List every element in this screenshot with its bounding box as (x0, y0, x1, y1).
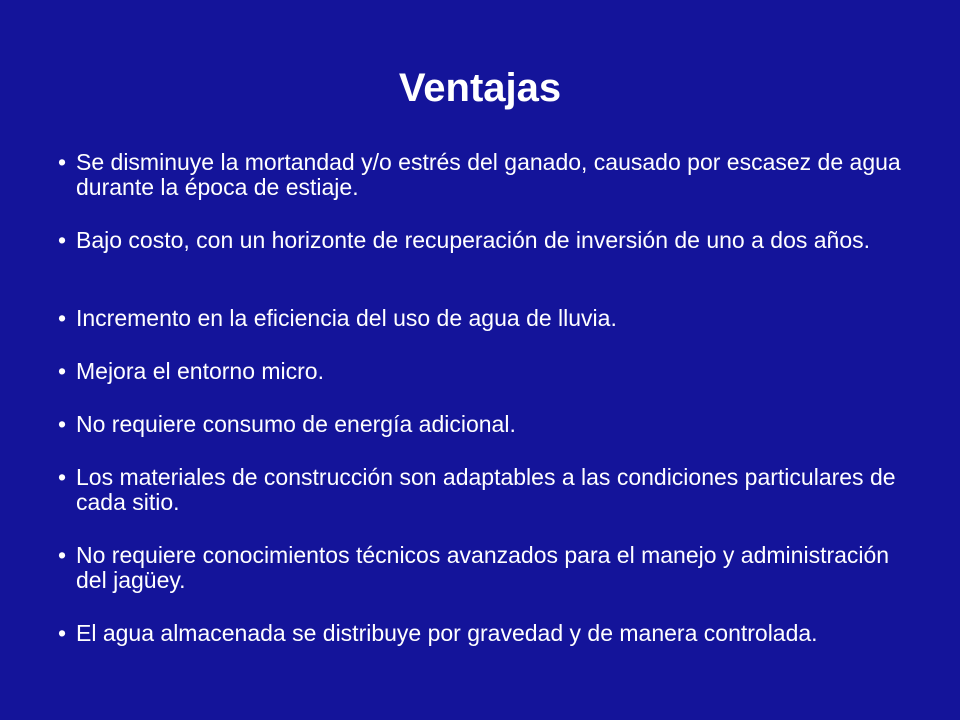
bullet-text: Los materiales de construcción son adaptables a las condiciones particulares de cada sitio. (76, 464, 896, 515)
slide-title: Ventajas (398, 66, 562, 110)
bullet-item (58, 621, 918, 672)
bullet-item (58, 359, 918, 385)
bullet-text: No requiere conocimientos técnicos avanzados para el manejo y administración del jagüey. (76, 542, 890, 593)
spacer (58, 385, 918, 412)
spacer (58, 516, 918, 543)
bullet-icon: • (58, 542, 67, 568)
spacer (58, 332, 918, 359)
bullet-list (58, 150, 918, 672)
bullet-icon: • (58, 305, 67, 331)
bullet-item (58, 412, 918, 438)
bullet-item (58, 543, 918, 594)
spacer (58, 201, 918, 228)
bullet-item (58, 306, 918, 332)
bullet-text: Se disminuye la mortandad y/o estrés del ganado, causado por escasez de agua durante la época de estiaje. (76, 149, 901, 200)
bullet-text: No requiere consumo de energía adicional. (76, 411, 516, 437)
bullet-text: Mejora el entorno micro. (76, 358, 324, 384)
bullet-icon: • (58, 149, 67, 175)
bullet-text: Bajo costo, con un horizonte de recuperación de inversión de uno a dos años. (76, 227, 871, 253)
bullet-text: Incremento en la eficiencia del uso de agua de lluvia. (76, 305, 617, 331)
spacer (58, 438, 918, 465)
bullet-text: El agua almacenada se distribuye por gravedad y de manera controlada. (76, 620, 818, 646)
bullet-icon: • (58, 464, 67, 490)
spacer (58, 279, 918, 306)
bullet-item (58, 465, 918, 516)
bullet-icon: • (58, 620, 67, 646)
bullet-icon: • (58, 411, 67, 437)
spacer (58, 594, 918, 621)
bullet-item (58, 228, 918, 279)
bullet-item (58, 150, 918, 201)
bullet-icon: • (58, 358, 67, 384)
bullet-icon: • (58, 227, 67, 253)
